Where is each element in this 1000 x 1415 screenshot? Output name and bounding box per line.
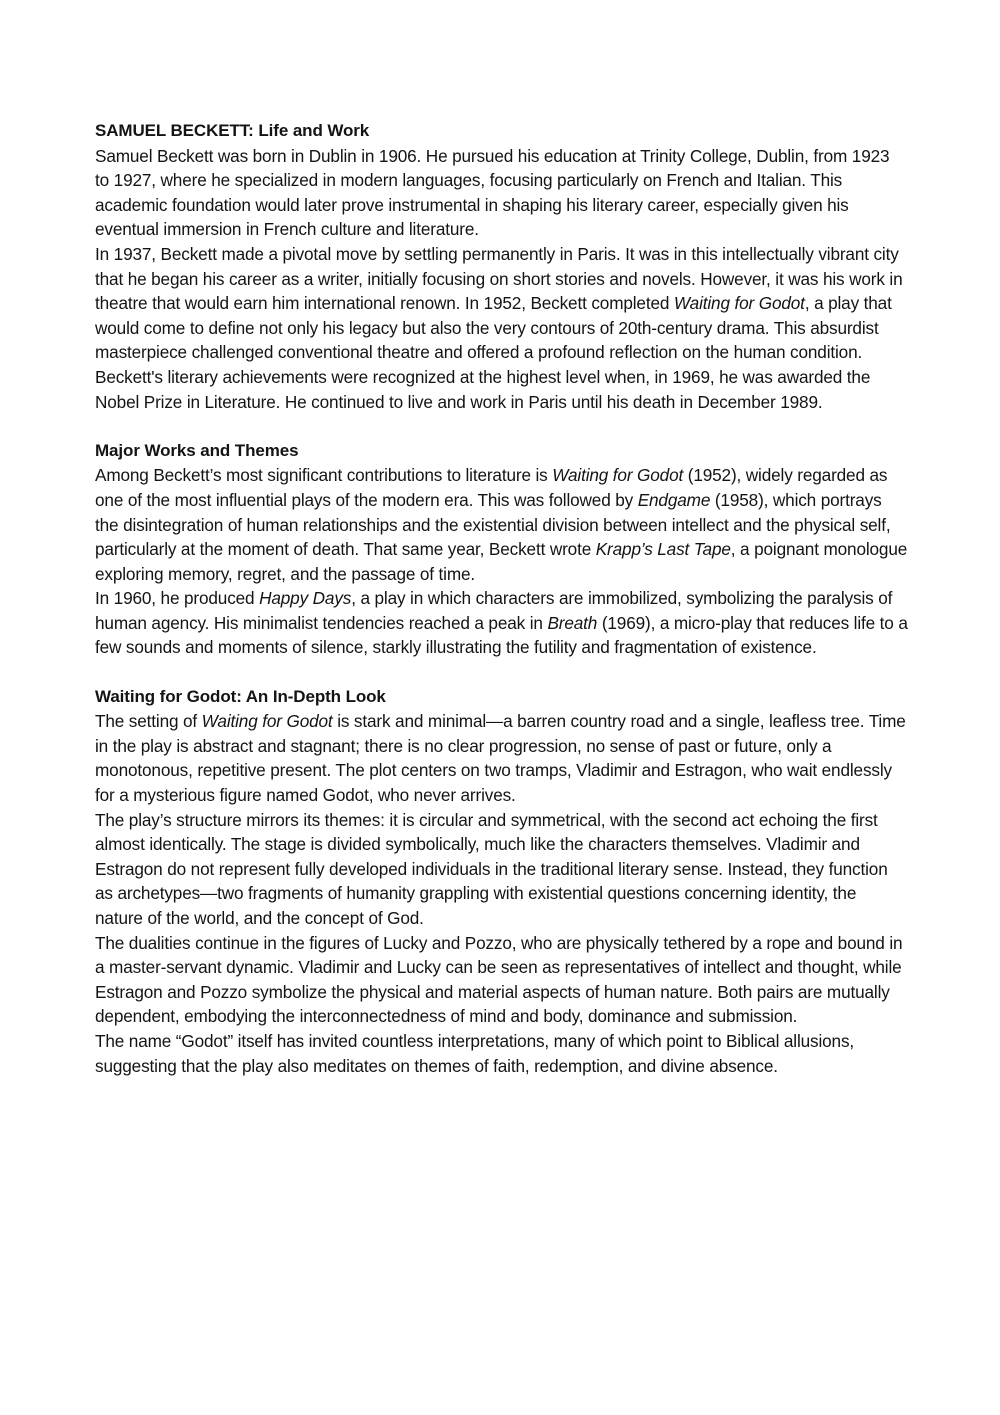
italic-title: Waiting for Godot (673, 293, 805, 314)
paragraph (95, 463, 908, 586)
text-run: (1958), which portrays the disintegration of human relationships and the existential division between intellect and the physical self, particularly at the moment of death. That same year, Beckett wrote (95, 489, 891, 560)
text-run: (1969), a micro-play that reduces life to a few sounds and moments of silence, starkly illustrating the futility and fragmentation of existence. (95, 612, 908, 658)
italic-title: Waiting for Godot (552, 465, 684, 486)
text-run: In 1937, Beckett made a pivotal move by settling permanently in Paris. It was in this intellectually vibrant city that he began his career as a writer, initially focusing on short stories and novels. However, it was his work in theatre that would earn him international renown. In 1952, Beckett completed (95, 243, 903, 314)
section-heading: Major Works and Themes (95, 440, 299, 460)
section-waiting-for-godot (95, 685, 908, 1079)
text-run: The setting of (95, 711, 202, 732)
paragraph (95, 242, 908, 414)
text-run: , a play in which characters are immobilized, symbolizing the paralysis of human agency. His minimalist tendencies reached a peak in (95, 588, 893, 633)
paragraph (95, 808, 908, 931)
text-run: The name “Godot” itself has invited countless interpretations, many of which point to Biblical allusions, suggesting that the play also meditates on themes of faith, redemption, and divine absence. (95, 1030, 855, 1076)
section-heading: Waiting for Godot: An In-Depth Look (95, 686, 386, 706)
paragraph (95, 709, 908, 807)
text-run: Samuel Beckett was born in Dublin in 1906. He pursued his education at Trinity College, Dublin, from 1923 to 1927, where he specialized in modern languages, focusing particularly on French and Italian. This academic foundation would later prove instrumental in shaping his literary career, especially given his eventual immersion in French culture and literature. (95, 145, 890, 240)
italic-title: Breath (547, 612, 598, 633)
text-run: , a poignant monologue exploring memory, regret, and the passage of time. (95, 539, 908, 584)
text-run: The dualities continue in the figures of Lucky and Pozzo, who are physically tethered by a rope and bound in a master-servant dynamic. Vladimir and Lucky can be seen as representatives of intellect and thought, while Estragon and Pozzo symbolize the physical and material aspects of human nature. Both pairs are mutually dependent, embodying the interconnectedness of mind and body, dominance and submission. (95, 932, 903, 1027)
section-life-and-work (95, 119, 908, 414)
paragraph (95, 1029, 908, 1078)
text-run: is stark and minimal—a barren country road and a single, leafless tree. Time in the play is abstract and stagnant; there is no clear progression, no sense of past or future, only a monotonous, repetitive present. The plot centers on two tramps, Vladimir and Estragon, who wait endlessly for a mysterious figure named Godot, who never arrives. (95, 711, 906, 806)
section-major-works (95, 439, 908, 660)
italic-title: Endgame (637, 489, 711, 510)
section-heading: SAMUEL BECKETT: Life and Work (95, 121, 370, 140)
italic-title: Waiting for Godot (201, 711, 333, 732)
text-run: The play’s structure mirrors its themes: it is circular and symmetrical, with the second act echoing the first almost identically. The stage is divided symbolically, much like the characters themselves. Vladimir and Estragon do not represent fully developed individuals in the traditional literary sense. Instead, they function as archetypes—two fragments of humanity grappling with existential questions concerning identity, the nature of the world, and the concept of God. (95, 809, 888, 928)
paragraph (95, 586, 908, 660)
text-run: , a play that would come to define not only his legacy but also the very contours of 20th-century drama. This absurdist masterpiece challenged conventional theatre and offered a profound reflection on the human condition. Beckett's literary achievements were recognized at the highest level when, in 1969, he was awarded the Nobel Prize in Literature. He continued to live and work in Paris until his death in December 1989. (95, 293, 892, 412)
italic-title: Happy Days (259, 588, 352, 609)
text-run: Among Beckett’s most significant contributions to literature is (95, 465, 553, 486)
italic-title: Krapp’s Last Tape (595, 539, 731, 560)
text-run: In 1960, he produced (95, 588, 260, 609)
text-run: (1952), widely regarded as one of the most influential plays of the modern era. This was followed by (95, 465, 888, 510)
paragraph (95, 144, 908, 242)
paragraph (95, 931, 908, 1029)
